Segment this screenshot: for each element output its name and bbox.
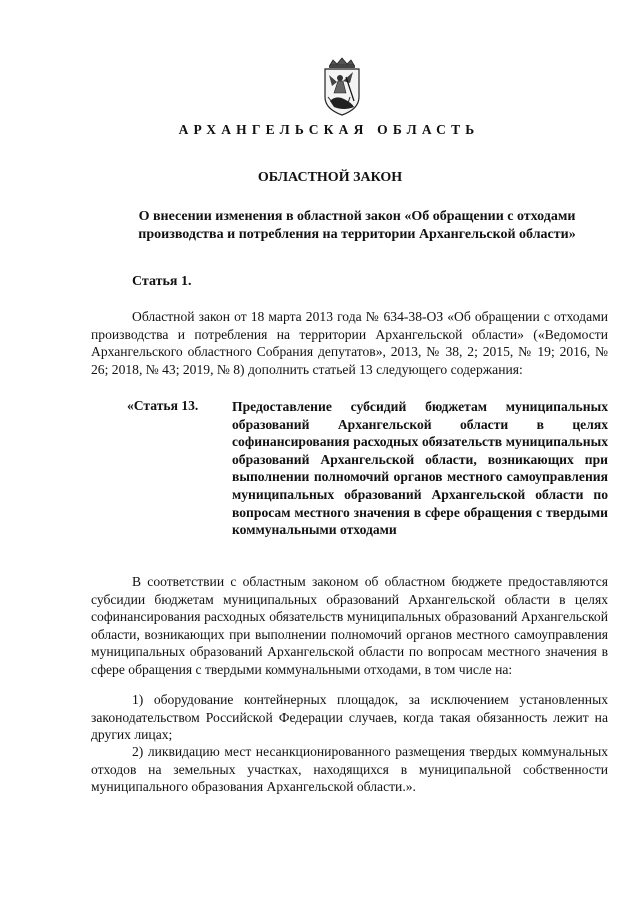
article-heading: Статья 1. — [132, 274, 192, 289]
region-name: АРХАНГЕЛЬСКАЯ ОБЛАСТЬ — [178, 122, 480, 137]
list-item: 1) оборудование контейнерных площадок, за исключением установленных законодательством Российской Федерации случаев, когда такая обязанность лежит на других лицах; — [91, 692, 608, 743]
arkhangelsk-oblast-coat-of-arms-icon — [316, 57, 368, 117]
law-type-heading: ОБЛАСТНОЙ ЗАКОН — [257, 170, 403, 185]
article-intro-paragraph: Областной закон от 18 марта 2013 года № 634-38-ОЗ «Об обращении с отходами производства и потребления на территории Архангельской области» («Ведомости Архангельского областного Собрания депутатов», 2013, № 38, 2; 2015, № 19; 2016, № 26; 2018, № 43; 2019, № 8) дополнить статьей 13 следующего содержания: — [91, 309, 608, 377]
new-article-body-paragraph: В соответствии с областным законом об областном бюджете предоставляются субсидии бюджетам муниципальных образований Архангельской области в целях софинансирования расходных обязательств муниципальных образований Архангельской области, возникающих при выполнении полномочий органов местного самоуправления муниципальных образований Архангельской области по вопросам местного значения в сфере обращения с твердыми коммунальными отходами, в том числе на: — [91, 574, 608, 677]
list-item: 2) ликвидацию мест несанкционированного размещения твердых коммунальных отходов на земельных участках, находящихся в муниципальной собственности муниципального образования Архангельской области.». — [91, 744, 608, 795]
new-article-label: «Статья 13. — [127, 398, 199, 413]
law-title: О внесении изменения в областной закон «Об обращении с отходами производства и потребления на территории Архангельской области» — [138, 209, 576, 242]
new-article-title: Предоставление субсидий бюджетам муниципальных образований Архангельской области в целях софинансирования расходных обязательств муниципальных образований Архангельской области, возникающих при выполнении полномочий органов местного самоуправления муниципальных образований Архангельской области по вопросам местного значения в сфере обращения с твердыми коммунальными отходами — [232, 399, 608, 538]
